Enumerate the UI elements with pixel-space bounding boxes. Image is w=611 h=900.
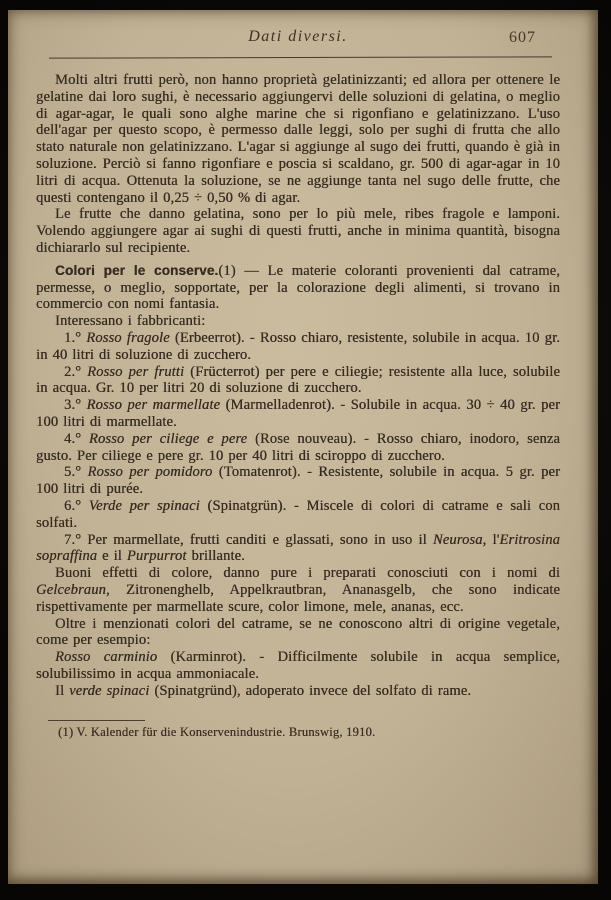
- text-segment: 6.°: [64, 497, 89, 514]
- text-segment: Rosso per pomidoro: [87, 464, 213, 481]
- page-title: Dati diversi.: [248, 28, 348, 45]
- header-rule: [49, 56, 552, 58]
- paragraph: [36, 498, 560, 532]
- paragraph: [36, 397, 560, 431]
- text-segment: Verde per spinaci: [88, 497, 200, 514]
- paragraph: [36, 431, 560, 465]
- text-segment: (Erbeerrot). - Rosso chiaro, resistente, solubile in acqua. 10 gr. in 40 litri di soluzione di zucchero.: [36, 329, 561, 363]
- text-segment: (Spinatgründ), adoperato invece del solfato di rame.: [149, 682, 472, 699]
- text-segment: Rosso per frutti: [87, 363, 185, 380]
- text-segment: 4.°: [64, 430, 89, 447]
- footnote-text: (1) V. Kalender für die Konservenindustrie. Brunswig, 1910.: [58, 725, 376, 740]
- paragraph: [36, 649, 560, 683]
- text-segment: (1) — Le materie coloranti provenienti dal catrame, permesse, o meglio, sopportate, per la colorazione degli alimenti, si trovano in commercio con nomi fantasia.: [36, 262, 560, 313]
- footnote-rule: [48, 720, 145, 721]
- text-segment: Interessano i fabbricanti:: [55, 313, 206, 330]
- text-segment: Gelcebraun: [36, 581, 106, 598]
- page-content: [8, 10, 598, 740]
- text-segment: 3.°: [64, 397, 87, 414]
- paragraph: [36, 683, 560, 700]
- paragraph: [36, 313, 560, 330]
- text-segment: Il: [55, 682, 70, 699]
- text-segment: (Marmelladenrot). - Solubile in acqua. 30 ÷ 40 gr. per 100 litri di marmellate.: [36, 397, 560, 430]
- text-segment: (Spinatgrün). - Miscele di colori di catrame e sali con solfati.: [36, 497, 561, 531]
- text-segment: , Zitronenghelb, Appelkrautbran, Ananasgelb, che sono indicate rispettivamente per marmellate scure, color limone, mele, ananas, ecc.: [36, 581, 560, 615]
- text-segment: brillante.: [186, 548, 245, 565]
- text-segment: 5.°: [64, 464, 88, 481]
- text-segment: (Rose nouveau). - Rosso chiaro, inodoro, senza gusto. Per ciliege e pere gr. 10 per 40 litri di sciroppo di zucchero.: [36, 430, 560, 464]
- text-segment: , l': [482, 531, 500, 548]
- text-segment: verde spinaci: [69, 682, 150, 699]
- paragraph: [36, 206, 560, 256]
- paragraph: [36, 263, 560, 313]
- text-segment: Neurosa: [432, 531, 483, 548]
- text-segment: (Frücterrot) per pere e ciliegie; resistente alla luce, solubile in acqua. Gr. 10 per litri 20 di soluzione di zucchero.: [36, 363, 560, 397]
- paragraph: [36, 464, 560, 498]
- running-header: [36, 28, 560, 54]
- paragraph: [36, 616, 560, 650]
- text-segment: 2.°: [64, 363, 88, 380]
- paragraph: [36, 532, 560, 566]
- paragraph: [36, 565, 560, 615]
- text-segment: Colori per le conserve.: [55, 262, 219, 278]
- text-segment: Rosso per marmellate: [86, 397, 221, 414]
- text-segment: 1.°: [64, 329, 87, 346]
- text-segment: e il: [97, 548, 127, 565]
- page-number: 607: [509, 29, 536, 46]
- text-segment: (Karminrot). - Difficilmente solubile in acqua semplice, solubilissimo in acqua ammoniacale.: [36, 649, 561, 682]
- text-segment: Oltre i menzionati colori del catrame, se ne conoscono altri di origine vegetale, come per esempio:: [36, 615, 560, 649]
- text-segment: Rosso per ciliege e pere: [88, 430, 248, 447]
- paragraph: [36, 364, 560, 398]
- text-segment: 7.° Per marmellate, frutti canditi e glassati, sono in uso il: [64, 531, 433, 548]
- text-segment: Rosso fragole: [86, 329, 170, 346]
- paragraph: [36, 330, 560, 364]
- text-segment: Le frutte che danno gelatina, sono per lo più mele, ribes fragole e lamponi. Volendo aggiungere agar ai sughi di questi frutti, anche in minima quantità, bisogna dichiararlo sul recipiente.: [36, 206, 560, 256]
- text-segment: Rosso carminio: [55, 649, 158, 666]
- text-segment: Eritrosina sopraffina: [36, 531, 560, 565]
- text-segment: (Tomatenrot). - Resistente, solubile in acqua. 5 gr. per 100 litri di purée.: [36, 464, 560, 498]
- footnote-area: [36, 720, 560, 740]
- text-block: [36, 72, 560, 699]
- text-segment: Purpurrot: [126, 548, 187, 565]
- book-page: [8, 10, 598, 884]
- text-segment: Molti altri frutti però, non hanno proprietà gelatinizzanti; ed allora per ottenere le gelatine dai loro sughi, è necessario aggiungervi delle soluzioni di gelatina, o meglio di agar-agar, le quali sono alghe marine che si rigonfiano e gelatinizzano. L'uso dell'agar per questo scopo, è permesso dalle leggi, solo per sughi di frutta che allo stato naturale non gelatinizzano. L'agar si aggiunge al sugo dei frutti, quando è già in soluzione. Perciò si fanno rigonfiare e poscia si scaldano, gr. 500 di agar-agar in 10 litri di acqua. Ottenuta la soluzione, se ne aggiunge tanta nel sugo delle frutte, che questi contengano il 0,25 ÷ 0,50 % di agar.: [36, 72, 560, 206]
- paragraph: [36, 72, 560, 206]
- text-segment: Buoni effetti di colore, danno pure i preparati conosciuti con i nomi di: [55, 565, 560, 582]
